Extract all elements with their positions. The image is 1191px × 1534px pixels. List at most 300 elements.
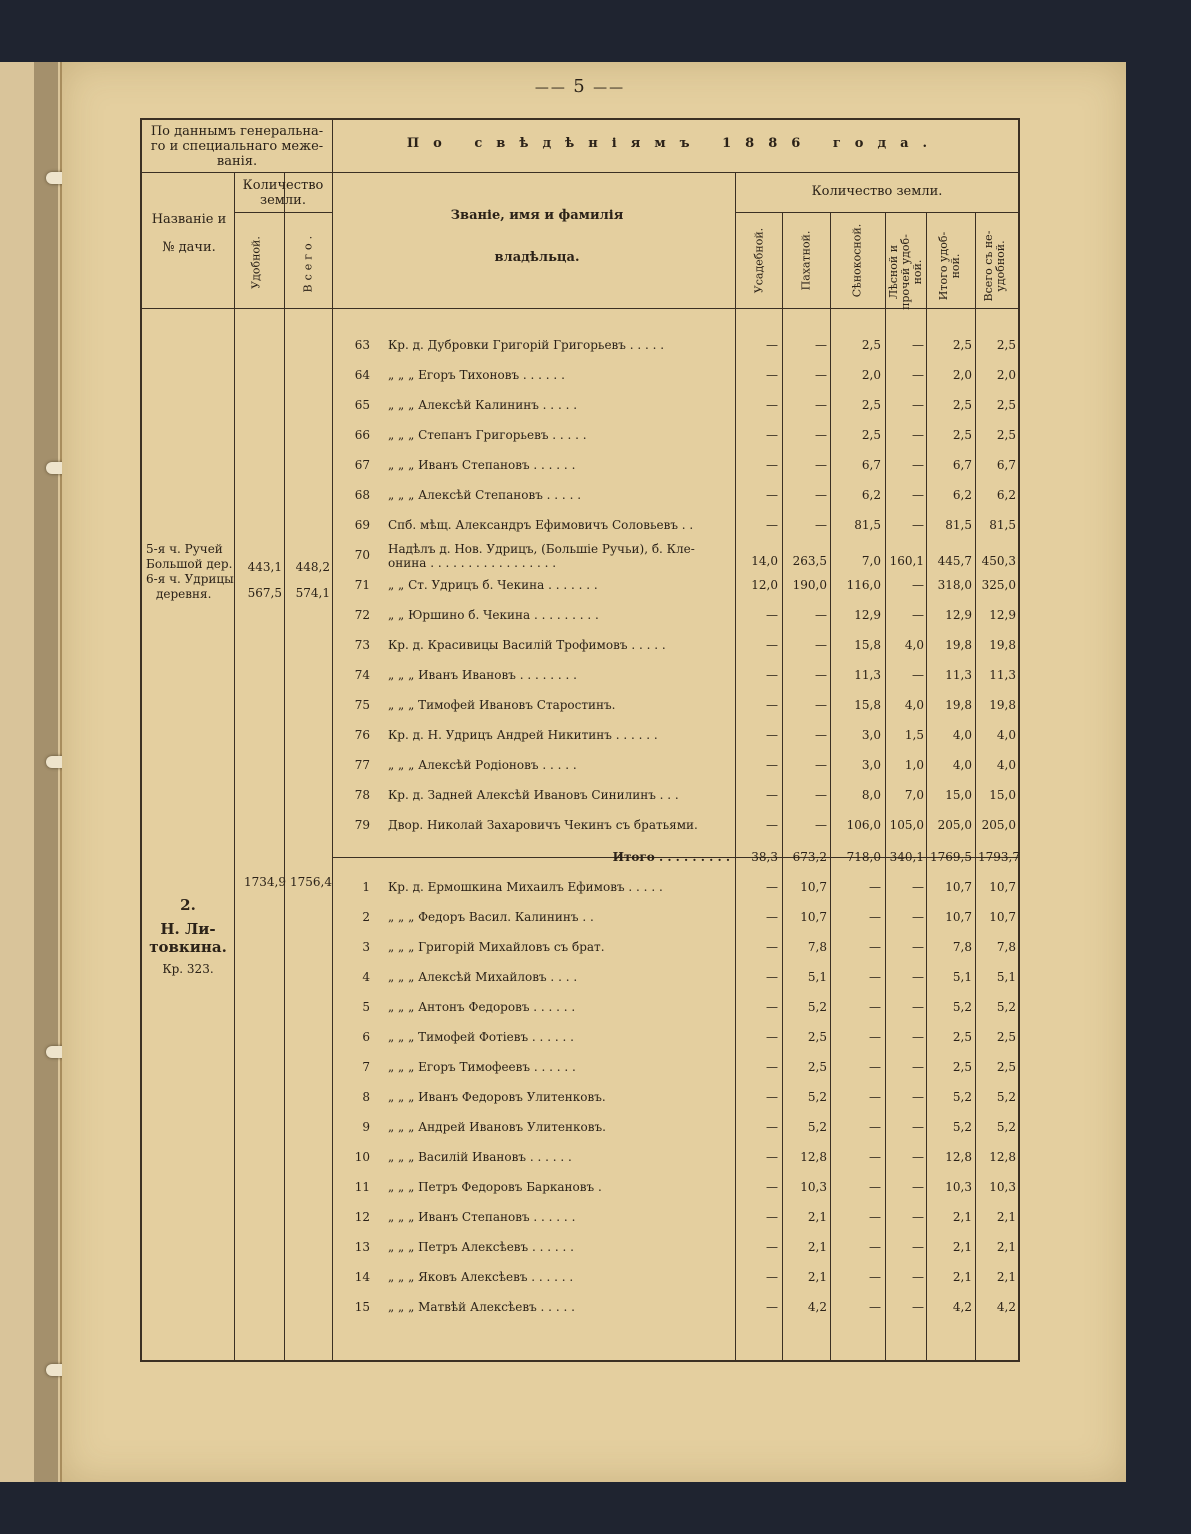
cell-i: 2,1 (952, 1210, 972, 1224)
owner-name: Кр. д. Задней Алексѣй Ивановъ Синилинъ . . . (388, 788, 679, 802)
cell-i: 2,5 (952, 428, 972, 442)
cell-l: 1,0 (904, 758, 924, 772)
row-number: 74 (354, 668, 370, 682)
owner-name: „ „ „ Яковъ Алексѣевъ . . . . . . (388, 1270, 574, 1284)
land-table (140, 118, 1020, 1362)
header-qty-col2: Количество земли. (811, 184, 943, 199)
cell-i: 5,2 (952, 1120, 972, 1134)
cell-i: 6,2 (952, 488, 972, 502)
owner-name: „ „ „ Иванъ Федоровъ Улитенковъ. (388, 1090, 606, 1104)
cell-s: 2,5 (861, 338, 881, 352)
table-row (142, 1142, 1018, 1172)
cell-v: 2,5 (996, 428, 1016, 442)
cell-v: 5,1 (996, 970, 1016, 984)
owner-name: „ „ „ Иванъ Степановъ . . . . . . (388, 458, 576, 472)
cell-l: — (912, 1240, 924, 1254)
cell-i: 10,3 (945, 1180, 972, 1194)
cell-p: 10,3 (800, 1180, 827, 1194)
table-row (142, 630, 1018, 660)
cell-s: 12,9 (854, 608, 881, 622)
owner-name: „ „ „ Петръ Федоровъ Баркановъ . (388, 1180, 602, 1194)
table-row (142, 570, 1018, 600)
table-row (142, 450, 1018, 480)
cell-u: — (766, 488, 778, 502)
cell-p: 4,2 (807, 1300, 827, 1314)
table-row (142, 1172, 1018, 1202)
header-owner-line1: Званіе, имя и фамилія (450, 208, 624, 223)
cell-s: — (869, 1270, 881, 1284)
parcel-1-udobnoi: 443,1 (247, 560, 282, 574)
cell-s: 116,0 (846, 578, 881, 592)
cell-i: 2,5 (952, 1030, 972, 1044)
cell-v: 10,7 (989, 910, 1016, 924)
cell-u: — (766, 728, 778, 742)
cell-p: — (815, 638, 827, 652)
cell-v: 2,1 (996, 1270, 1016, 1284)
cell-p: — (815, 758, 827, 772)
cell-l: 1,5 (904, 728, 924, 742)
cell-p: 2,5 (807, 1030, 827, 1044)
cell-v: 5,2 (996, 1120, 1016, 1134)
cell-v: 5,2 (996, 1090, 1016, 1104)
row-number: 76 (354, 728, 370, 742)
owner-name: Кр. д. Ермошкина Михаилъ Ефимовъ . . . . . (388, 880, 663, 894)
table-row (142, 872, 1018, 902)
header-itogo-udobnoi: Итого удоб-ной. (937, 231, 962, 301)
cell-u: — (766, 1030, 778, 1044)
owner-name: „ „ „ Григорій Михайловъ съ брат. (388, 940, 605, 954)
table-row (142, 902, 1018, 932)
row-number: 2 (362, 910, 370, 924)
cell-u: — (766, 458, 778, 472)
cell-l: — (912, 368, 924, 382)
cell-u: 38,3 (751, 850, 778, 864)
cell-u: — (766, 638, 778, 652)
row-number: 70 (354, 548, 370, 562)
cell-p: — (815, 698, 827, 712)
cell-s: 11,3 (854, 668, 881, 682)
cell-i: 12,9 (945, 608, 972, 622)
cell-i: 5,2 (952, 1000, 972, 1014)
cell-p: 263,5 (792, 554, 827, 568)
owner-name: „ „ „ Алексѣй Калининъ . . . . . (388, 398, 578, 412)
owner-name: „ „ „ Иванъ Степановъ . . . . . . (388, 1210, 576, 1224)
owner-name: Двор. Николай Захаровичъ Чекинъ съ братьями. (388, 818, 698, 832)
row-number: 13 (354, 1240, 370, 1254)
cell-p: 2,5 (807, 1060, 827, 1074)
cell-i: 2,5 (952, 1060, 972, 1074)
header-udobnoi: Удобной. (249, 236, 263, 289)
cell-v: 2,1 (996, 1210, 1016, 1224)
table-row (142, 1022, 1018, 1052)
cell-i: 19,8 (945, 698, 972, 712)
row-number: 67 (354, 458, 370, 472)
owner-name: „ „ „ Матвѣй Алексѣевъ . . . . . (388, 1300, 575, 1314)
row-number: 75 (354, 698, 370, 712)
cell-u: — (766, 788, 778, 802)
header-pakhatnoi: Пахатной. (799, 230, 813, 291)
cell-l: — (912, 940, 924, 954)
cell-u: — (766, 758, 778, 772)
owner-name: „ „ „ Егоръ Тихоновъ . . . . . . (388, 368, 565, 382)
row-number: 4 (362, 970, 370, 984)
header-usadebnoi: Усадебной. (752, 227, 766, 294)
owner-name: „ „ „ Алексѣй Михайловъ . . . . (388, 970, 578, 984)
row-number: 1 (362, 880, 370, 894)
cell-i: 2,5 (952, 338, 972, 352)
header-lesnoi: Лѣсной и прочей удоб-ной. (887, 234, 924, 310)
cell-l: — (912, 1060, 924, 1074)
parcel-1-label-line4: деревня. (156, 587, 212, 601)
cell-s: — (869, 1030, 881, 1044)
table-row (142, 510, 1018, 540)
row-number: 10 (354, 1150, 370, 1164)
cell-i: 19,8 (945, 638, 972, 652)
row-number: 8 (362, 1090, 370, 1104)
parcel-1-label-line3: 6-я ч. Удрицы (146, 572, 234, 586)
owner-name: „ „ „ Василій Ивановъ . . . . . . (388, 1150, 572, 1164)
cell-p: 673,2 (792, 850, 827, 864)
header-vsego-neudobnoi: Всего съ не-удобной. (982, 230, 1007, 302)
cell-p: 12,8 (800, 1150, 827, 1164)
page-number: —— 5 —— (534, 76, 626, 97)
owner-name: „ „ „ Алексѣй Родіоновъ . . . . . (388, 758, 577, 772)
cell-i: 4,0 (952, 728, 972, 742)
owner-name: Итого . . . . . . . . . (612, 850, 730, 864)
header-right-group: По свѣдѣніямъ 1886 года. (406, 136, 942, 151)
cell-p: — (815, 458, 827, 472)
cell-s: 2,5 (861, 428, 881, 442)
cell-v: 81,5 (989, 518, 1016, 532)
cell-u: — (766, 1270, 778, 1284)
cell-s: — (869, 1120, 881, 1134)
cell-v: 205,0 (981, 818, 1016, 832)
row-number: 78 (354, 788, 370, 802)
cell-v: 2,5 (996, 1060, 1016, 1074)
cell-u: — (766, 338, 778, 352)
cell-u: — (766, 518, 778, 532)
cell-p: 5,2 (807, 1000, 827, 1014)
cell-s: 3,0 (861, 758, 881, 772)
cell-p: — (815, 668, 827, 682)
parcel-1-label-line1: 5-я ч. Ручей (146, 542, 223, 556)
row-number: 6 (362, 1030, 370, 1044)
table-row (142, 390, 1018, 420)
cell-l: — (912, 1090, 924, 1104)
cell-p: 5,2 (807, 1090, 827, 1104)
cell-v: 19,8 (989, 698, 1016, 712)
cell-u: — (766, 398, 778, 412)
header-vsego: Всего. (301, 231, 315, 293)
cell-v: 2,5 (996, 398, 1016, 412)
cell-s: 106,0 (846, 818, 881, 832)
table-row (142, 1052, 1018, 1082)
table-row (142, 810, 1018, 840)
parcel-1-label-line2: Большой дер. (146, 557, 233, 571)
table-row (142, 480, 1018, 510)
cell-v: 15,0 (989, 788, 1016, 802)
cell-s: 6,2 (861, 488, 881, 502)
cell-s: — (869, 910, 881, 924)
cell-s: — (869, 1240, 881, 1254)
cell-l: 340,1 (889, 850, 924, 864)
cell-p: 5,1 (807, 970, 827, 984)
cell-s: — (869, 970, 881, 984)
cell-l: — (912, 398, 924, 412)
owner-name: „ „ Ст. Удрицъ б. Чекина . . . . . . . (388, 578, 598, 592)
cell-i: 81,5 (945, 518, 972, 532)
owner-name: „ „ „ Петръ Алексѣевъ . . . . . . (388, 1240, 574, 1254)
cell-s: 2,0 (861, 368, 881, 382)
cell-s: 15,8 (854, 698, 881, 712)
owner-name: „ „ Юршино б. Чекина . . . . . . . . . (388, 608, 599, 622)
cell-l: 105,0 (889, 818, 924, 832)
cell-v: 325,0 (981, 578, 1016, 592)
row-number: 69 (354, 518, 370, 532)
table-row (142, 1202, 1018, 1232)
cell-u: — (766, 608, 778, 622)
cell-s: — (869, 940, 881, 954)
table-row (142, 690, 1018, 720)
table-row (142, 360, 1018, 390)
row-number: 5 (362, 1000, 370, 1014)
table-row (142, 330, 1018, 360)
parcel-1-vsego: 448,2 (295, 560, 330, 574)
cell-l: — (912, 1150, 924, 1164)
header-name-col: Названіе и № дачи. (151, 212, 227, 255)
cell-s: 81,5 (854, 518, 881, 532)
cell-v: 2,5 (996, 338, 1016, 352)
table-row (142, 420, 1018, 450)
table-row (142, 842, 1018, 872)
cell-i: 2,0 (952, 368, 972, 382)
header-senokosnoi: Сѣнокосной. (850, 223, 864, 298)
cell-v: 450,3 (981, 554, 1016, 568)
cell-l: — (912, 668, 924, 682)
cell-u: — (766, 698, 778, 712)
owner-name: „ „ „ Егоръ Тимофеевъ . . . . . . (388, 1060, 576, 1074)
cell-l: — (912, 1300, 924, 1314)
cell-l: 4,0 (904, 638, 924, 652)
cell-u: — (766, 1180, 778, 1194)
cell-v: 2,1 (996, 1240, 1016, 1254)
cell-u: — (766, 1000, 778, 1014)
cell-i: 2,1 (952, 1270, 972, 1284)
cell-l: — (912, 880, 924, 894)
cell-l: — (912, 1030, 924, 1044)
cell-v: 10,7 (989, 880, 1016, 894)
owner-name: „ „ „ Иванъ Ивановъ . . . . . . . . (388, 668, 577, 682)
cell-u: — (766, 818, 778, 832)
cell-l: — (912, 338, 924, 352)
table-row (142, 1082, 1018, 1112)
cell-p: — (815, 368, 827, 382)
cell-u: — (766, 668, 778, 682)
cell-l: 160,1 (889, 554, 924, 568)
row-number: 72 (354, 608, 370, 622)
cell-s: 3,0 (861, 728, 881, 742)
parcel-2-vsego: 574,1 (295, 586, 330, 600)
row-number: 3 (362, 940, 370, 954)
row-number: 11 (354, 1180, 370, 1194)
cell-v: 6,2 (996, 488, 1016, 502)
cell-l: — (912, 578, 924, 592)
cell-p: — (815, 428, 827, 442)
cell-i: 15,0 (945, 788, 972, 802)
cell-v: 5,2 (996, 1000, 1016, 1014)
parcel-2-number: 2. (180, 896, 196, 914)
cell-p: — (815, 728, 827, 742)
cell-s: — (869, 1000, 881, 1014)
cell-p: — (815, 818, 827, 832)
cell-p: 2,1 (807, 1270, 827, 1284)
cell-p: 10,7 (800, 910, 827, 924)
cell-i: 5,2 (952, 1090, 972, 1104)
owner-name: „ „ „ Алексѣй Степановъ . . . . . (388, 488, 582, 502)
cell-u: — (766, 910, 778, 924)
cell-p: 10,7 (800, 880, 827, 894)
cell-i: 2,5 (952, 398, 972, 412)
cell-l: 4,0 (904, 698, 924, 712)
cell-s: 8,0 (861, 788, 881, 802)
row-number: 73 (354, 638, 370, 652)
cell-l: — (912, 1270, 924, 1284)
cell-l: — (912, 1120, 924, 1134)
cell-u: — (766, 1300, 778, 1314)
cell-u: 14,0 (751, 554, 778, 568)
cell-s: — (869, 1090, 881, 1104)
cell-v: 2,5 (996, 1030, 1016, 1044)
cell-s: 15,8 (854, 638, 881, 652)
table-row (142, 1112, 1018, 1142)
cell-u: — (766, 1090, 778, 1104)
cell-p: 2,1 (807, 1210, 827, 1224)
cell-i: 318,0 (937, 578, 972, 592)
cell-u: — (766, 1060, 778, 1074)
parcel-2-udobnoi: 567,5 (247, 586, 282, 600)
header-left-group: По даннымъ генеральна-го и специальнаго меже-ванія. (150, 124, 324, 169)
cell-v: 2,0 (996, 368, 1016, 382)
cell-u: — (766, 880, 778, 894)
row-number: 64 (354, 368, 370, 382)
cell-l: — (912, 428, 924, 442)
cell-v: 19,8 (989, 638, 1016, 652)
cell-s: 7,0 (861, 554, 881, 568)
cell-v: 12,9 (989, 608, 1016, 622)
row-number: 12 (354, 1210, 370, 1224)
row-number: 71 (354, 578, 370, 592)
table-row (142, 600, 1018, 630)
cell-p: 5,2 (807, 1120, 827, 1134)
owner-name: „ „ „ Антонъ Федоровъ . . . . . . (388, 1000, 576, 1014)
cell-p: 2,1 (807, 1240, 827, 1254)
row-number: 66 (354, 428, 370, 442)
parcel-2-name-line1: Н. Ли- (160, 920, 216, 938)
cell-p: — (815, 608, 827, 622)
cell-s: 718,0 (846, 850, 881, 864)
cell-p: 7,8 (807, 940, 827, 954)
row-number: 9 (362, 1120, 370, 1134)
cell-v: 11,3 (989, 668, 1016, 682)
owner-name: Надѣлъ д. Нов. Удрицъ, (Большіе Ручьи), б. Кле-онина . . . . . . . . . . . . . . . . . (388, 542, 695, 570)
cell-s: — (869, 1150, 881, 1164)
cell-i: 10,7 (945, 880, 972, 894)
cell-u: — (766, 970, 778, 984)
cell-i: 4,0 (952, 758, 972, 772)
cell-v: 7,8 (996, 940, 1016, 954)
cell-i: 1769,5 (930, 850, 972, 864)
cell-s: — (869, 1210, 881, 1224)
parcel-2-ref: Кр. 323. (162, 962, 214, 976)
row-number: 79 (354, 818, 370, 832)
cell-p: — (815, 788, 827, 802)
cell-s: 6,7 (861, 458, 881, 472)
cell-u: 12,0 (751, 578, 778, 592)
cell-v: 4,0 (996, 728, 1016, 742)
cell-i: 205,0 (937, 818, 972, 832)
table-row (142, 1262, 1018, 1292)
table-row (142, 660, 1018, 690)
table-row (142, 992, 1018, 1022)
cell-p: 190,0 (792, 578, 827, 592)
cell-u: — (766, 428, 778, 442)
cell-p: — (815, 488, 827, 502)
header-qty-col: Количество земли. (242, 178, 324, 208)
binding-shadow (34, 62, 58, 1482)
owner-name: Кр. д. Н. Удрицъ Андрей Никитинъ . . . . . . (388, 728, 658, 742)
table-row (142, 1232, 1018, 1262)
cell-i: 4,2 (952, 1300, 972, 1314)
total-udobnoi: 1734,9 (244, 875, 286, 889)
cell-l: — (912, 910, 924, 924)
row-number: 15 (354, 1300, 370, 1314)
table-row (142, 780, 1018, 810)
cell-l: 7,0 (904, 788, 924, 802)
cell-l: — (912, 518, 924, 532)
cell-i: 12,8 (945, 1150, 972, 1164)
table-row (142, 962, 1018, 992)
cell-v: 4,0 (996, 758, 1016, 772)
cell-i: 10,7 (945, 910, 972, 924)
cell-u: — (766, 1120, 778, 1134)
cell-p: — (815, 398, 827, 412)
owner-name: „ „ „ Федоръ Васил. Калининъ . . (388, 910, 594, 924)
cell-l: — (912, 488, 924, 502)
cell-l: — (912, 1210, 924, 1224)
cell-v: 10,3 (989, 1180, 1016, 1194)
cell-i: 2,1 (952, 1240, 972, 1254)
owner-name: „ „ „ Тимофей Ивановъ Старостинъ. (388, 698, 616, 712)
cell-s: — (869, 1300, 881, 1314)
cell-p: — (815, 338, 827, 352)
cell-s: — (869, 1060, 881, 1074)
header-owner-line2: владѣльца. (494, 250, 580, 265)
cell-v: 1793,7 (978, 850, 1020, 864)
total-vsego: 1756,4 (290, 875, 332, 889)
parcel-2-name-line2: товкина. (149, 938, 227, 956)
cell-i: 445,7 (937, 554, 972, 568)
cell-l: — (912, 1000, 924, 1014)
cell-i: 11,3 (945, 668, 972, 682)
cell-s: — (869, 1180, 881, 1194)
cell-u: — (766, 1240, 778, 1254)
cell-s: — (869, 880, 881, 894)
owner-name: „ „ „ Тимофей Фотіевъ . . . . . . (388, 1030, 574, 1044)
owner-name: Кр. д. Дубровки Григорій Григорьевъ . . . . . (388, 338, 665, 352)
owner-name: „ „ „ Андрей Ивановъ Улитенковъ. (388, 1120, 606, 1134)
owner-name: „ „ „ Степанъ Григорьевъ . . . . . (388, 428, 587, 442)
row-number: 14 (354, 1270, 370, 1284)
